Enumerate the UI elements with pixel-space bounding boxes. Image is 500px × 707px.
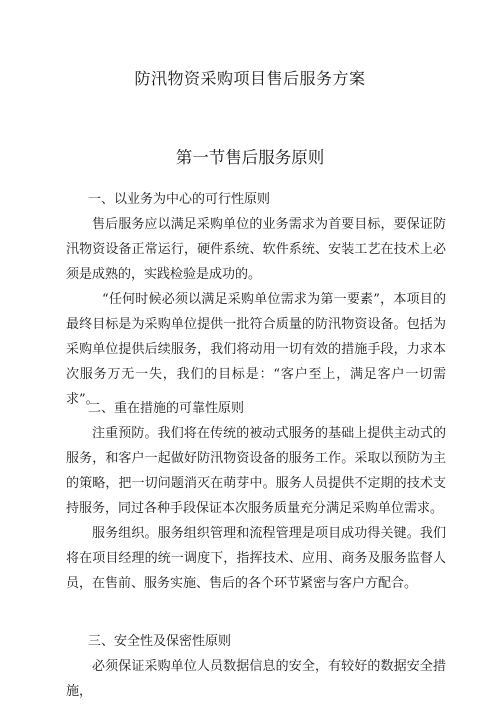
section-3-heading: 三、安全性及保密性原则 [88,634,232,649]
section-2-paragraph-1: 注重预防。我们将在传统的被动式服务的基础上提供主动式的服务，和客户一起做好防汛物资设备的服务工作。采取以预防为主的策略，把一切问题消灭在萌芽中。服务人员提供不定期的技术支持服务，同过各种手段保证本次服务质量充分满足采购单位需求。 [66,426,446,516]
section-2-paragraph-2: 服务组织。服务组织管理和流程管理是项目成功得关键。我们将在项目经理的统一调度下，指挥技术、应用、商务及服务监督人员，在售前、服务实施、售后的各个环节紧密与客户方配合。 [66,526,446,591]
section-1-paragraph-2: “任何时候必须以满足采购单位需求为第一要素”，本项目的最终目标是为采购单位提供一批符合质量的防汛物资设备。包括为采购单位提供后续服务，我们将动用一切有效的措施手段，力求本次服务万无一失，我们的目标是：“客户至上，满足客户一切需求”。 [66,292,446,407]
section-title: 第一节售后服务原则 [175,148,325,167]
section-3-paragraph-1: 必须保证采购单位人员数据信息的安全，有较好的数据安全措施， [66,659,446,699]
section-1-paragraph-1: 售后服务应以满足采购单位的业务需求为首要目标，要保证防汛物资设备正常运行，硬件系统、软件系统、安装工艺在技术上必须是成熟的，实践检验是成功的。 [66,217,446,282]
section-2-heading: 二、重在措施的可靠性原则 [88,401,245,416]
section-1-heading: 一、以业务为中心的可行性原则 [88,192,271,207]
document-title: 防汛物资采购项目售后服务方案 [134,69,366,88]
